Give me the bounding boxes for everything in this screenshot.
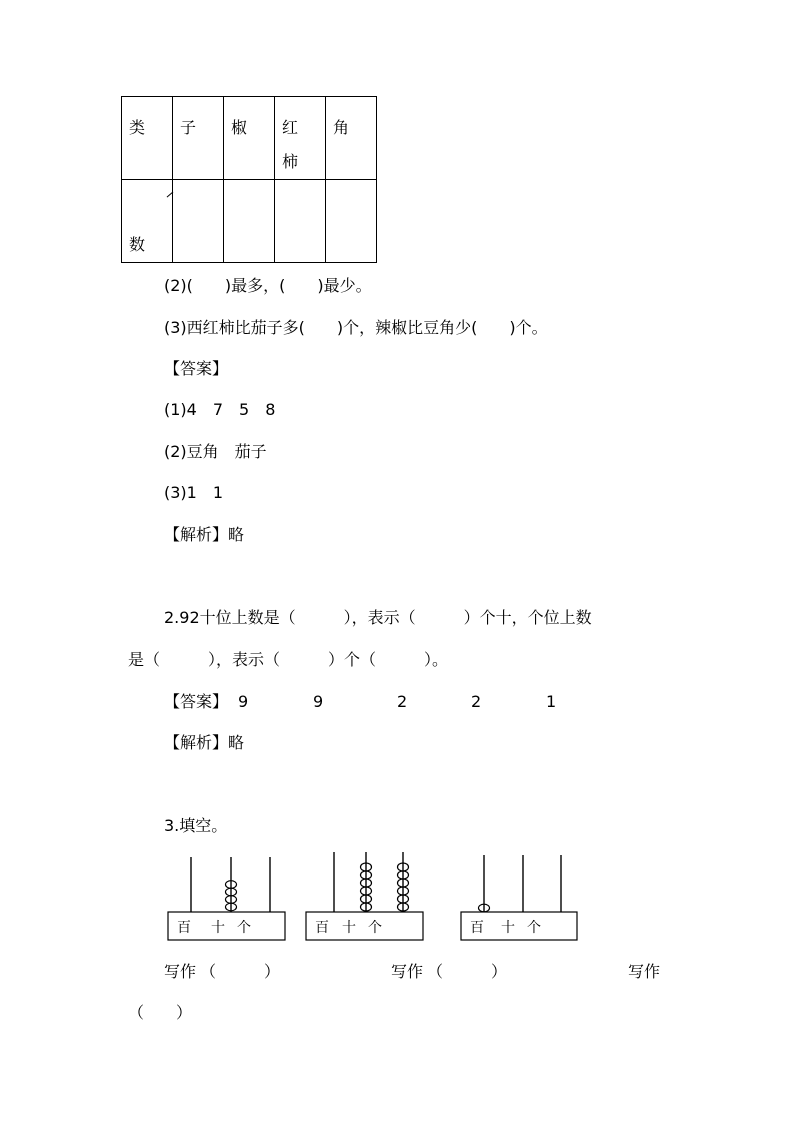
q1-answer-1: (1)4 7 5 8: [164, 400, 276, 419]
q1-answer-label: 【答案】: [164, 359, 229, 378]
q2-answer-value: 9: [313, 692, 324, 711]
abacus-label-ones: 个: [527, 920, 541, 936]
write-label-2: 写作: [391, 962, 424, 981]
abacus-label-tens: 十: [211, 920, 225, 936]
q1-answer-3: (3)1 1: [164, 483, 224, 502]
vegetable-table: [121, 96, 377, 263]
write-label-3: 写作: [628, 962, 661, 981]
header-cell: 角: [326, 97, 377, 180]
q2-answer-value: 2: [471, 692, 482, 711]
q2-answer-label: 【答案】: [164, 692, 229, 711]
write-blank-2: （ ）: [427, 962, 508, 981]
q2-answer-value: 2: [397, 692, 408, 711]
abacus-3: [459, 852, 581, 944]
q3-title: 3.填空。: [164, 816, 228, 835]
header-cell: 类: [122, 97, 173, 180]
write-blank-1: （ ）: [200, 962, 281, 981]
q1-line2: (2)( )最多，( )最少。: [164, 276, 372, 295]
q1-answer-2: (2)豆角 茄子: [164, 442, 267, 461]
q2-line2: 是（ ），表示（ ）个（ ）。: [128, 650, 449, 669]
abacus-1: [166, 852, 288, 944]
q2-answer-value: 9: [238, 692, 249, 711]
abacus-label-hundreds: 百: [470, 920, 484, 936]
write-label-1: 写作: [164, 962, 197, 981]
abacus-label-tens: 十: [501, 920, 515, 936]
count-cell: [275, 180, 326, 263]
q2-analysis: 【解析】略: [164, 733, 245, 752]
abacus-label-hundreds: 百: [177, 920, 191, 936]
header-cell: 子: [173, 97, 224, 180]
q2-line1: 2.92十位上数是（ ），表示（ ）个十，个位上数: [164, 608, 592, 627]
q1-analysis: 【解析】略: [164, 525, 245, 544]
abacus-label-hundreds: 百: [315, 920, 329, 936]
abacus-label-tens: 十: [342, 920, 356, 936]
abacus-2: [304, 850, 426, 944]
abacus-label-ones: 个: [368, 920, 382, 936]
count-cell: [224, 180, 275, 263]
header-cell: 红 柿: [275, 97, 326, 180]
count-cell: [173, 180, 224, 263]
count-cell: [326, 180, 377, 263]
write-blank-3: （ ）: [128, 1003, 193, 1022]
row-label-cell: 数: [122, 180, 173, 263]
q2-answer-value: 1: [546, 692, 557, 711]
abacus-label-ones: 个: [237, 920, 251, 936]
q1-line3: (3)西红柿比茄子多( )个，辣椒比豆角少( )个。: [164, 318, 548, 337]
header-cell: 椒: [224, 97, 275, 180]
